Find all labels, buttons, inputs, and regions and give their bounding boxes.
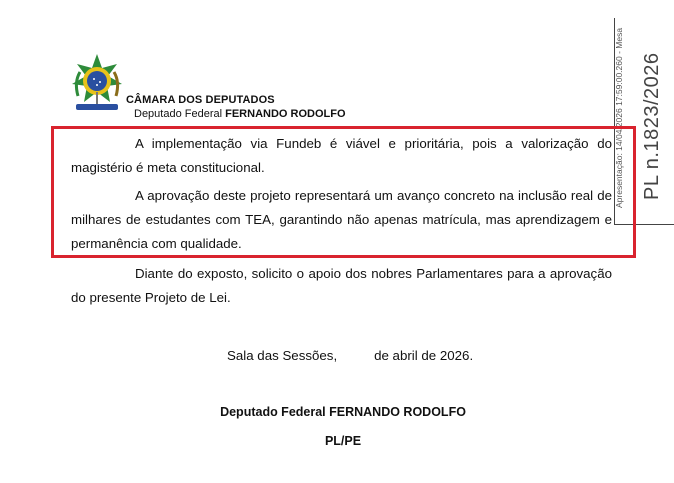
author-prefix: Deputado Federal [134, 108, 223, 120]
signature-name: Deputado Federal FERNANDO RODOLFO [220, 405, 466, 419]
coat-of-arms-icon [68, 52, 126, 114]
institution-title: CÂMARA DOS DEPUTADOS [126, 94, 275, 106]
bill-number: PL n.1823/2026 [641, 52, 663, 200]
paragraph-funding: A implementação via Fundeb é viável e prioritária, pois a valorização do magistério é meta constitucional. [71, 136, 612, 175]
paragraph-conclusion: Diante do exposto, solicito o apoio dos nobres Parlamentares para a aprovação do presente Projeto de Lei. [71, 266, 612, 305]
paragraph-inclusion: A aprovação deste projeto representará um avanço concreto na inclusão real de milhares de estudantes com TEA, garantindo não apenas matrícula, mas aprendizagem e permanência com qualidade. [71, 188, 612, 251]
signature-party: PL/PE [324, 434, 362, 448]
author-line [134, 108, 346, 120]
author-name: FERNANDO RODOLFO [225, 108, 346, 120]
place-date: Sala das Sessões, de abril de 2026. [227, 348, 474, 363]
presentation-stamp: Apresentação: 14/04/2026 17:59:00.260 - Mesa [614, 27, 624, 208]
